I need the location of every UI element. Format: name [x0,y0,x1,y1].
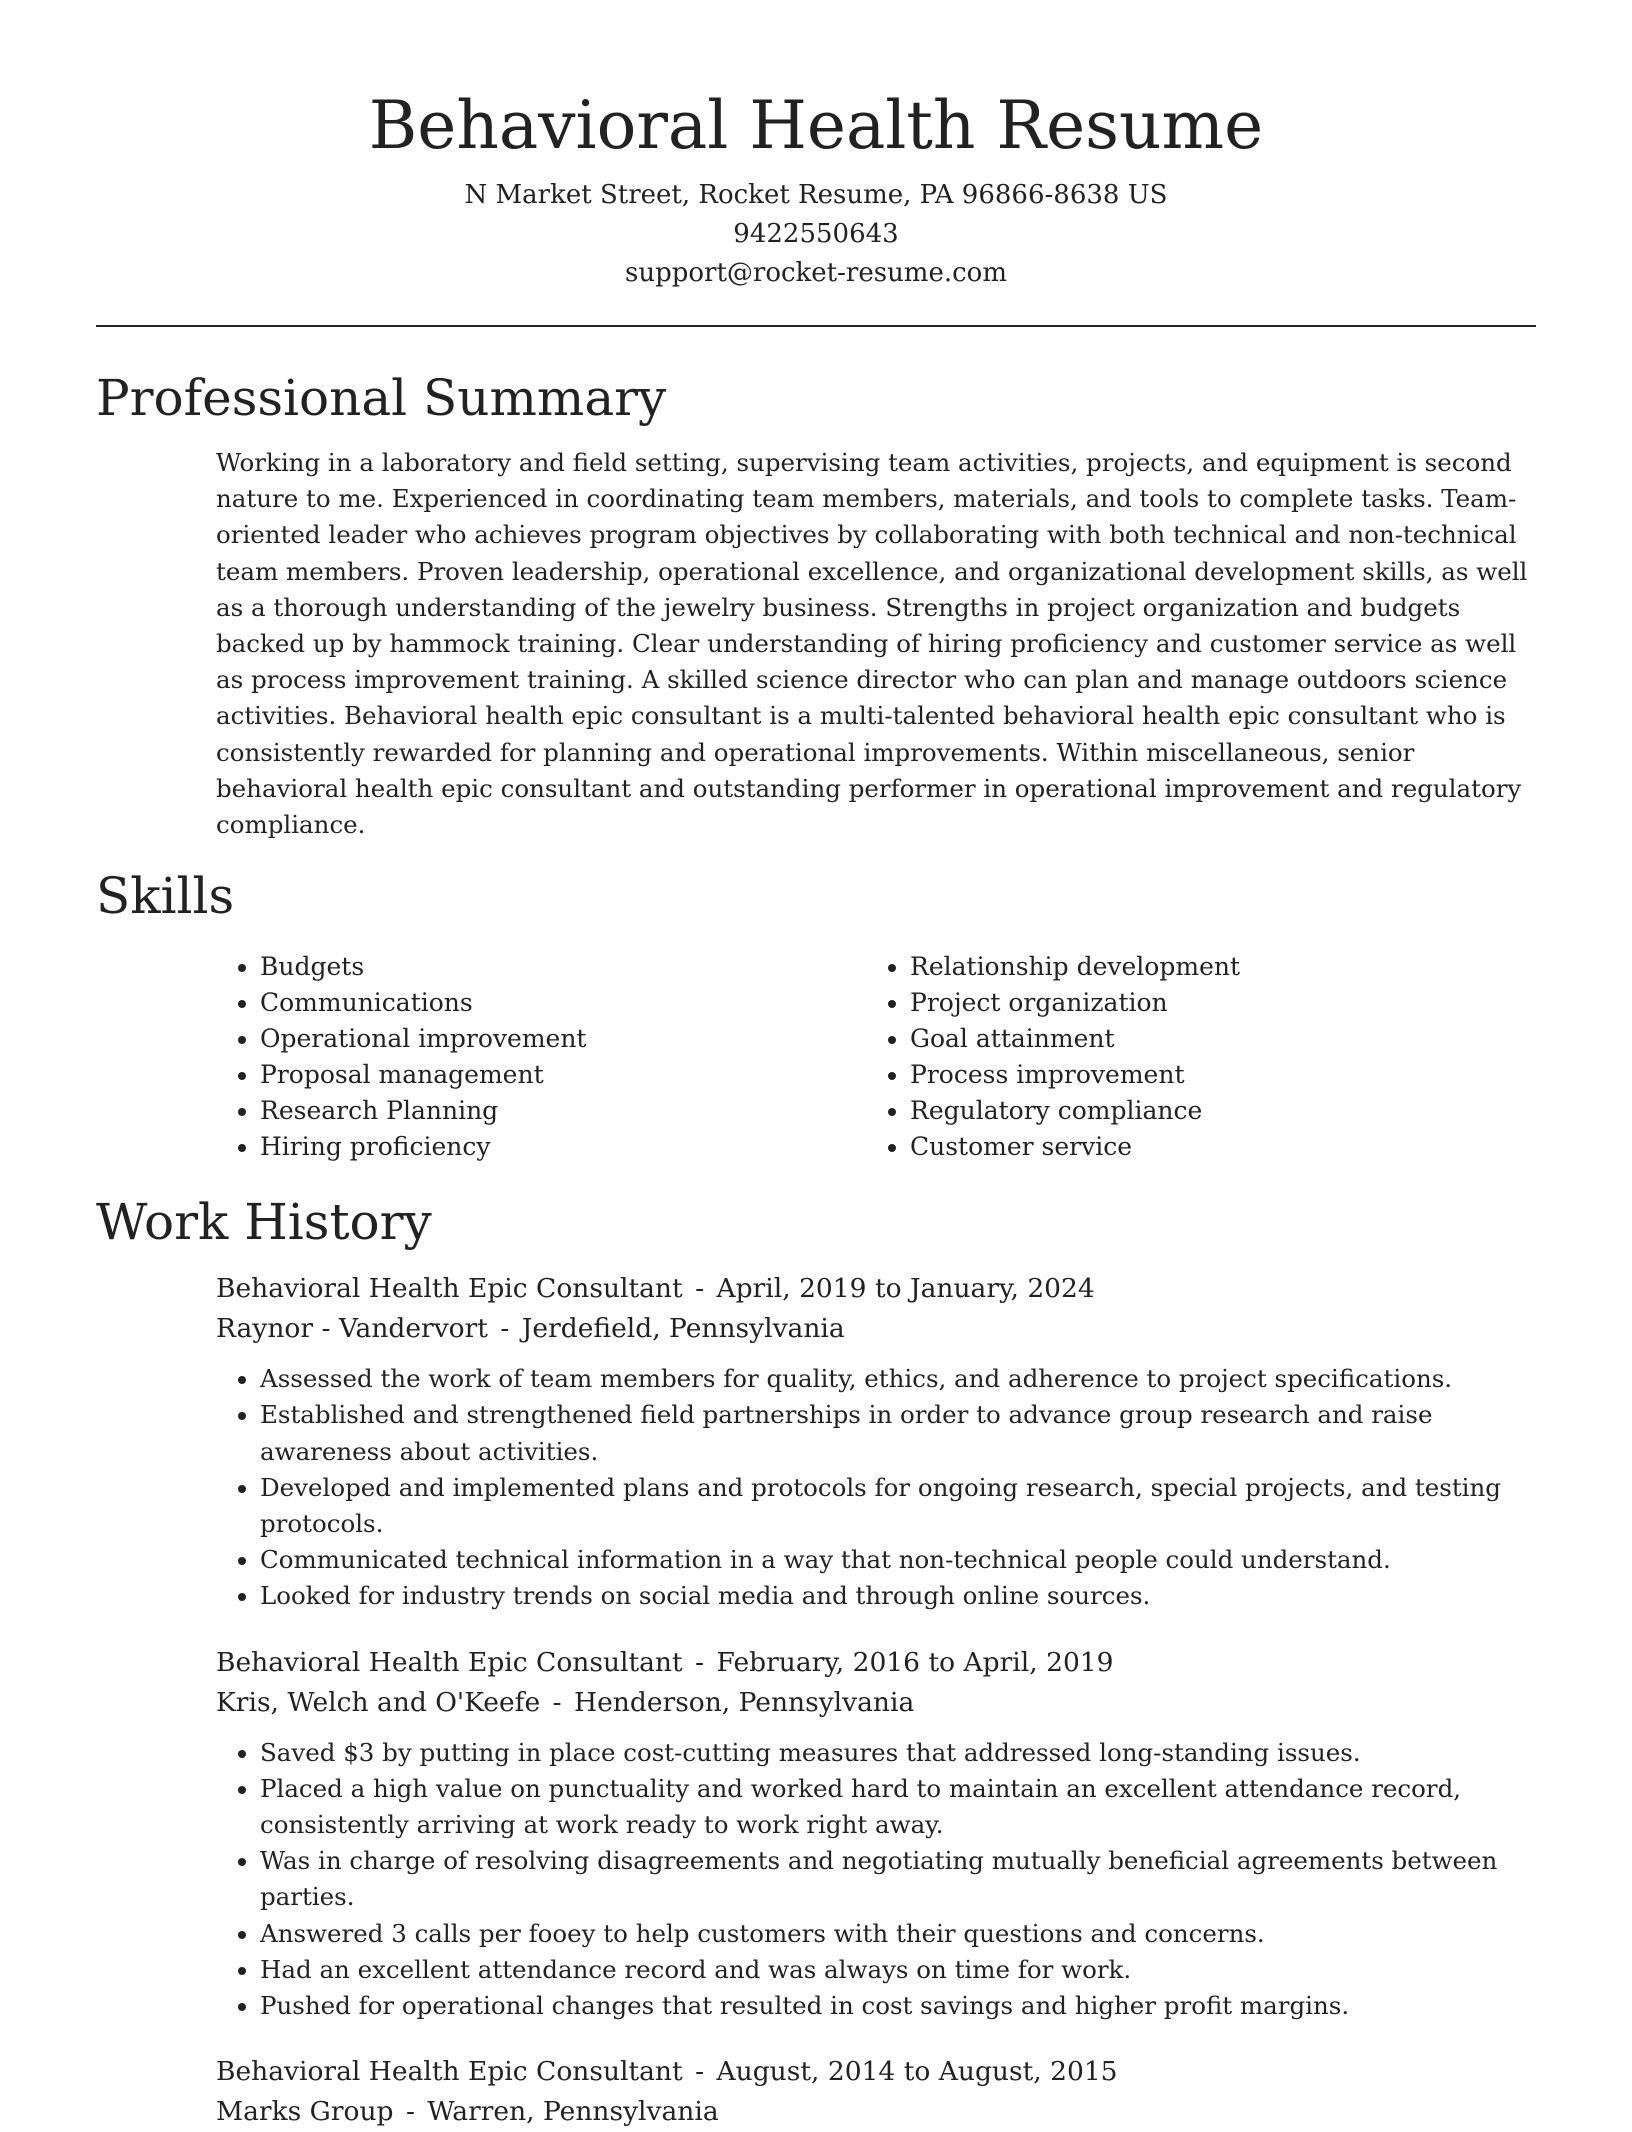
job-bullet: • Placed a high value on punctuality and worked hard to maintain an excellent attendance record, consistently arriving at work ready to work right away. [260,1771,1536,1843]
job-company: Raynor - Vandervort [216,1313,488,1345]
skills-column-right [866,949,1516,1165]
skill-item: • Process improvement [910,1057,1516,1093]
skill-item: • Project organization [910,985,1516,1021]
job-bullet: • Established and strengthened field partnerships in order to advance group research and raise awareness about activities. [260,1397,1536,1469]
job-bullet: • Communicated technical information in a way that non-technical people could understand. [260,1542,1536,1578]
skills-column-left [216,949,866,1165]
job-start: August, 2014 [716,2056,896,2088]
skill-item: • Relationship development [910,949,1516,985]
job-role: Behavioral Health Epic Consultant [216,1646,683,1678]
job-bullet: • Answered 3 calls per fooey to help customers with their questions and concerns. [260,1916,1536,1952]
job-bullet: • Pushed for operational changes that resulted in cost savings and higher profit margins. [260,1988,1536,2024]
skill-item: • Communications [260,985,866,1021]
address-line: N Market Street, Rocket Resume, PA 96866-8638 US [464,180,1168,210]
job-start: February, 2016 [716,1646,921,1678]
skill-item: • Goal attainment [910,1021,1516,1057]
header-divider [96,325,1536,327]
job-bullet: • Was in charge of resolving disagreements and negotiating mutually beneficial agreements between parties. [260,1843,1536,1915]
separator: - [695,1273,705,1305]
job-bullet: • Assessed the work of team members for quality, ethics, and adherence to project specifications. [260,1361,1536,1397]
work-history-heading: Work History [96,1193,432,1252]
job-company: Marks Group [216,2096,394,2128]
job-company-line [216,2092,1536,2132]
job-role-line [216,1643,1536,1683]
contact-block [96,176,1536,293]
separator: - [405,2096,415,2128]
job-role-line [216,2052,1536,2092]
job-company-line [216,1309,1536,1349]
job-bullet: • Had an excellent attendance record and was always on time for work. [260,1952,1536,1988]
job-end: April, 2019 [963,1646,1114,1678]
job-location: Henderson, Pennsylvania [574,1686,915,1718]
job-entry [216,1643,1536,2025]
job-bullet: • Looked for industry trends on social media and through online sources. [260,1578,1536,1614]
job-bullet: • Saved $3 by putting in place cost-cutting measures that addressed long-standing issues. [260,1735,1536,1771]
skill-item: • Regulatory compliance [910,1093,1516,1129]
resume-page [96,0,1536,2132]
summary-text: Working in a laboratory and field setting, supervising team activities, projects, and equipment is second nature to me. Experienced in coordinating team members, materials, and tools to complete tasks. Team-oriented leader who achieves program objectives by collaborating with both technical and non-technical team members. Proven leadership, operational excellence, and organizational development skills, as well as a thorough understanding of the jewelry business. Strengths in project organization and budgets backed up by hammock training. Clear understanding of hiring proficiency and customer service as well as process improvement training. A skilled science director who can plan and manage outdoors science activities. Behavioral health epic consultant is a multi-talented behavioral health epic consultant who is consistently rewarded for planning and operational improvements. Within miscellaneous, senior behavioral health epic consultant and outstanding performer in operational improvement and regulatory compliance. [216,448,1528,840]
job-entry [216,1269,1536,1614]
separator: - [695,1646,705,1678]
job-location: Warren, Pennsylvania [427,2096,719,2128]
separator: - [500,1313,510,1345]
job-bullets [216,1361,1536,1614]
phone-line: 9422550643 [733,219,899,249]
date-to: to [928,1646,956,1678]
skill-item: • Operational improvement [260,1021,866,1057]
separator: - [695,2056,705,2088]
date-to: to [903,2056,931,2088]
date-to: to [874,1273,902,1305]
job-bullet: • Developed and implemented plans and protocols for ongoing research, special projects, and testing protocols. [260,1470,1536,1542]
skill-item: • Hiring proficiency [260,1129,866,1165]
job-end: January, 2024 [910,1273,1095,1305]
skill-item: • Customer service [910,1129,1516,1165]
separator: - [552,1686,562,1718]
job-bullets [216,1735,1536,2025]
skill-item: • Budgets [260,949,866,985]
email-line: support@rocket-resume.com [624,258,1007,288]
job-end: August, 2015 [938,2056,1118,2088]
job-role: Behavioral Health Epic Consultant [216,2056,683,2088]
job-start: April, 2019 [716,1273,867,1305]
skill-item: • Proposal management [260,1057,866,1093]
skills-list [216,949,1536,1165]
job-entry [216,2052,1536,2132]
skills-heading: Skills [96,867,235,926]
resume-title: Behavioral Health Resume [368,87,1264,164]
job-role-line [216,1269,1536,1309]
job-role: Behavioral Health Epic Consultant [216,1273,683,1305]
summary-heading: Professional Summary [96,369,667,427]
job-location: Jerdefield, Pennsylvania [521,1313,845,1345]
skill-item: • Research Planning [260,1093,866,1129]
job-company-line [216,1683,1536,1723]
job-company: Kris, Welch and O'Keefe [216,1686,541,1718]
